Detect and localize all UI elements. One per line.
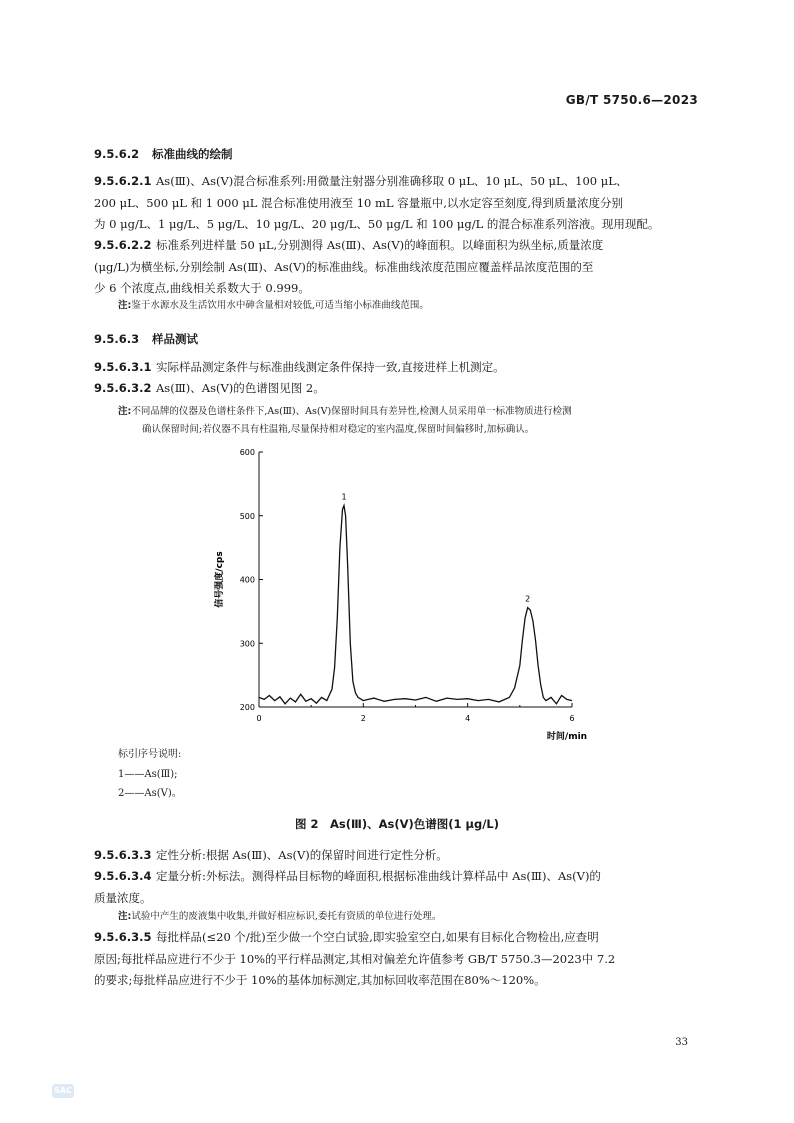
- clause-9-5-6-2-2: [94, 235, 710, 300]
- section-title: 样品测试: [152, 332, 198, 346]
- x-tick-label: 4: [465, 714, 471, 723]
- clause-number: 9.5.6.3.2: [94, 381, 152, 395]
- note-label: 注:: [118, 406, 132, 417]
- clause-line: As(Ⅲ)、As(Ⅴ)混合标准系列:用微量注射器分别准确移取 0 μL、10 μL、50 μL、100 μL、: [156, 174, 628, 188]
- sac-logo: SAC: [52, 1084, 74, 1098]
- clause-number: 9.5.6.2.1: [94, 174, 152, 188]
- section-number: 9.5.6.3: [94, 332, 140, 346]
- note-text: 鉴于水源水及生活饮用水中砷含量相对较低,可适当缩小标准曲线范围。: [131, 300, 429, 311]
- peak-labels: [341, 493, 530, 604]
- section-heading-9-5-6-3: [94, 331, 198, 347]
- signal-series-line: [259, 506, 572, 704]
- y-tick-label: 200: [239, 703, 255, 712]
- clause-number: 9.5.6.3.3: [94, 848, 152, 862]
- peak-label: 2: [525, 594, 531, 604]
- chromatogram-chart: [200, 442, 600, 747]
- clause-number: 9.5.6.3.5: [94, 930, 152, 944]
- clause-9-5-6-3-1: [94, 357, 710, 379]
- y-tick-label: 500: [239, 511, 255, 521]
- clause-9-5-6-3-2: [94, 378, 710, 400]
- clause-9-5-6-3-4: [94, 866, 710, 909]
- x-tick-label: 0: [256, 714, 262, 723]
- note-label: 注:: [118, 300, 132, 311]
- key-to-labels: [118, 745, 182, 804]
- clause-9-5-6-3-3: [94, 845, 710, 867]
- x-tick-label: 2: [360, 714, 366, 723]
- clause-line: 每批样品(≤20 个/批)至少做一个空白试验,即实验室空白,如果有目标化合物检出,应查明: [156, 930, 599, 944]
- clause-line: 200 μL、500 μL 和 1 000 μL 混合标准使用液至 10 mL 容量瓶中,以水定容至刻度,得到质量浓度分别: [94, 195, 624, 210]
- legend-item-1: 1——As(Ⅲ);: [118, 768, 178, 780]
- clause-line: 标准系列进样量 50 μL,分别测得 As(Ⅲ)、As(Ⅴ)的峰面积。以峰面积为纵坐标,质量浓度: [156, 238, 604, 252]
- y-tick-label: 300: [239, 639, 255, 649]
- note-standard-curve-range: [118, 297, 429, 315]
- clause-line: 少 6 个浓度点,曲线相关系数大于 0.999。: [94, 281, 310, 295]
- chart-ticks: [240, 448, 575, 723]
- note-label: 注:: [118, 911, 132, 922]
- section-heading-9-5-6-2: [94, 146, 233, 162]
- note-retention-time: [118, 403, 572, 439]
- clause-text: As(Ⅲ)、As(Ⅴ)的色谱图见图 2。: [156, 381, 325, 395]
- clause-line: 定量分析:外标法。测得样品目标物的峰面积,根据标准曲线计算样品中 As(Ⅲ)、As(Ⅴ)的: [156, 869, 601, 883]
- figure-caption: 图 2 As(Ⅲ)、As(Ⅴ)色谱图(1 μg/L): [294, 817, 500, 831]
- y-axis-label: 信号强度/cps: [215, 551, 225, 608]
- section-number: 9.5.6.2: [94, 147, 140, 161]
- y-tick-label: 400: [239, 575, 255, 585]
- clause-line: 原因;每批样品应进行不少于 10%的平行样品测定,其相对偏差允许值参考 GB/T 5750.3—2023中 7.2: [94, 951, 616, 966]
- clause-number: 9.5.6.3.4: [94, 869, 152, 883]
- clause-9-5-6-2-1: [94, 171, 710, 236]
- page-number: 33: [675, 1037, 688, 1048]
- note-waste-disposal: [118, 908, 441, 926]
- standard-number-header: GB/T 5750.6—2023: [565, 93, 698, 107]
- note-text: 不同品牌的仪器及色谱柱条件下,As(Ⅲ)、As(Ⅴ)保留时间具有差异性,检测人员采用单一标准物质进行检测: [131, 406, 572, 417]
- clause-text: 实际样品测定条件与标准曲线测定条件保持一致,直接进样上机测定。: [156, 360, 505, 374]
- clause-line: 的要求;每批样品应进行不少于 10%的基体加标测定,其加标回收率范围在80%～120%。: [94, 973, 546, 987]
- chart-axes: [259, 452, 572, 707]
- section-title: 标准曲线的绘制: [152, 147, 233, 161]
- legend-item-2: 2——As(Ⅴ)。: [118, 788, 182, 799]
- clause-line: 质量浓度。: [94, 890, 152, 905]
- clause-number: 9.5.6.2.2: [94, 238, 152, 252]
- clause-line: 为 0 μg/L、1 μg/L、5 μg/L、10 μg/L、20 μg/L、50 μg/L 和 100 μg/L 的混合标准系列溶液。现用现配。: [94, 217, 660, 231]
- peak-label: 1: [341, 492, 347, 502]
- clause-9-5-6-3-5: [94, 927, 710, 992]
- clause-line: (μg/L)为横坐标,分别绘制 As(Ⅲ)、As(Ⅴ)的标准曲线。标准曲线浓度范围应覆盖样品浓度范围的至: [94, 259, 594, 274]
- clause-number: 9.5.6.3.1: [94, 360, 152, 374]
- legend-title: 标引序号说明:: [118, 749, 182, 760]
- note-text: 确认保留时间;若仪器不具有柱温箱,尽量保持相对稳定的室内温度,保留时间偏移时,加标确认。: [142, 424, 535, 435]
- note-text: 试验中产生的废液集中收集,并做好相应标识,委托有资质的单位进行处理。: [131, 911, 442, 922]
- y-tick-label: 600: [239, 448, 255, 457]
- x-axis-label: 时间/min: [546, 732, 588, 742]
- clause-text: 定性分析:根据 As(Ⅲ)、As(Ⅴ)的保留时间进行定性分析。: [156, 848, 448, 862]
- x-tick-label: 6: [569, 714, 575, 723]
